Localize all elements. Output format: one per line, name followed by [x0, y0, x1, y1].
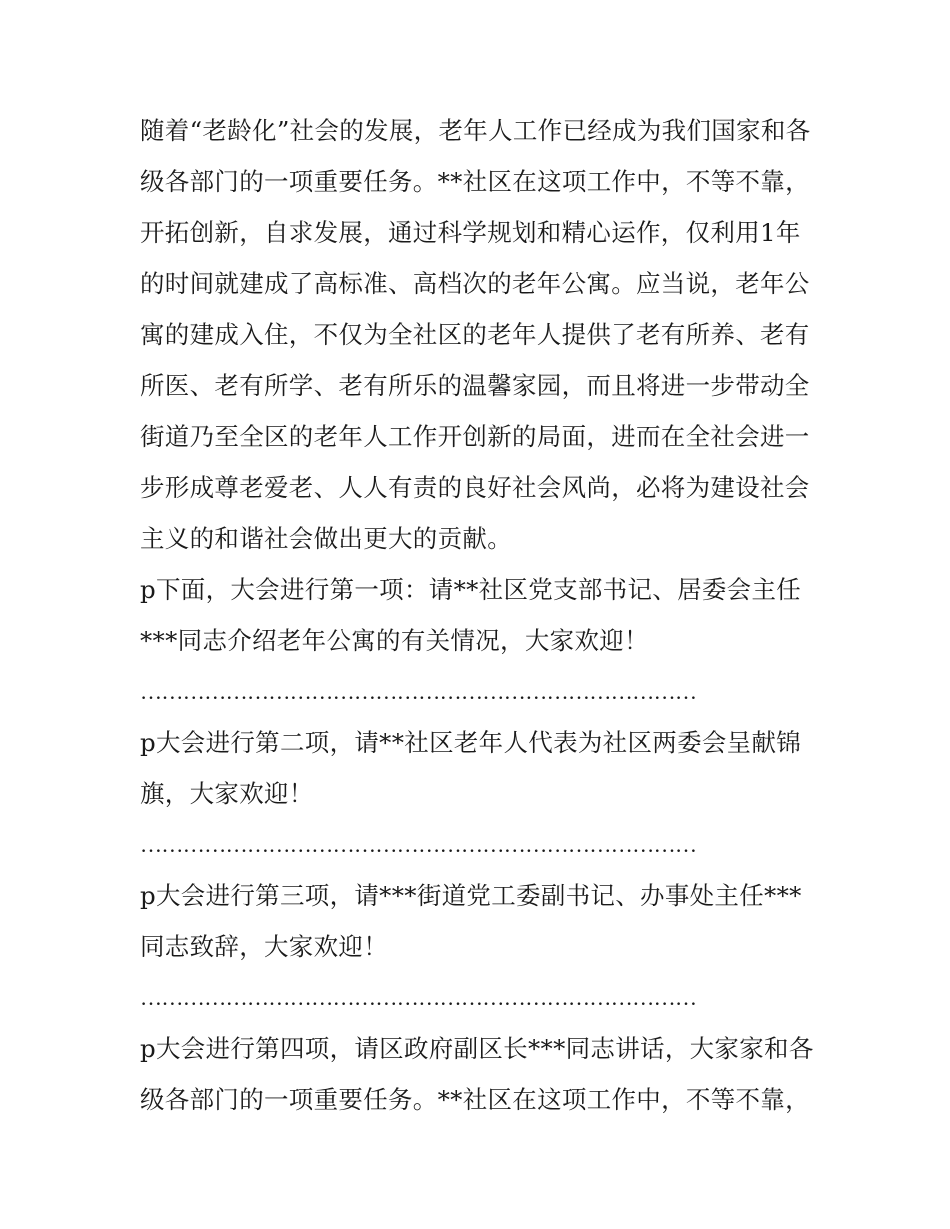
paragraph-line: 寓的建成入住，不仅为全社区的老年人提供了老有所养、老有 [140, 320, 810, 349]
agenda-item-line: p大会进行第二项，请**社区老年人代表为社区两委会呈献锦 [140, 728, 802, 757]
paragraph-line: 开拓创新，自求发展，通过科学规划和精心运作，仅利用1年 [140, 218, 801, 247]
document-body [140, 105, 820, 1125]
paragraph-line: 级各部门的一项重要任务。**社区在这项工作中，不等不靠， [140, 167, 810, 196]
ellipsis-separator: …………………………………………………………………… [140, 679, 697, 704]
paragraph-line: 所医、老有所学、老有所乐的温馨家园，而且将进一步带动全 [140, 371, 810, 400]
paragraph-line: 主义的和谐社会做出更大的贡献。 [140, 524, 512, 553]
paragraph-line: 街道乃至全区的老年人工作开创新的局面，进而在全社会进一 [140, 422, 810, 451]
ellipsis-separator: …………………………………………………………………… [140, 985, 697, 1010]
agenda-item-line: p大会进行第四项，请区政府副区长***同志讲话，大家家和各 [140, 1034, 814, 1063]
paragraph-line: 的时间就建成了高标准、高档次的老年公寓。应当说，老年公 [140, 269, 810, 298]
agenda-item-line: ***同志介绍老年公寓的有关情况，大家欢迎！ [140, 626, 649, 655]
agenda-item-line: p下面，大会进行第一项：请**社区党支部书记、居委会主任 [140, 575, 802, 604]
paragraph-line: 步形成尊老爱老、人人有责的良好社会风尚，必将为建设社会 [140, 473, 810, 502]
agenda-item-line: 级各部门的一项重要任务。**社区在这项工作中，不等不靠， [140, 1085, 810, 1114]
agenda-item-line: 旗，大家欢迎！ [140, 779, 314, 808]
paragraph-line: 随着“老龄化”社会的发展，老年人工作已经成为我们国家和各 [140, 116, 811, 145]
ellipsis-separator: …………………………………………………………………… [140, 832, 697, 857]
agenda-item-line: p大会进行第三项，请***街道党工委副书记、办事处主任*** [140, 881, 802, 910]
agenda-item-line: 同志致辞，大家欢迎！ [140, 932, 388, 961]
